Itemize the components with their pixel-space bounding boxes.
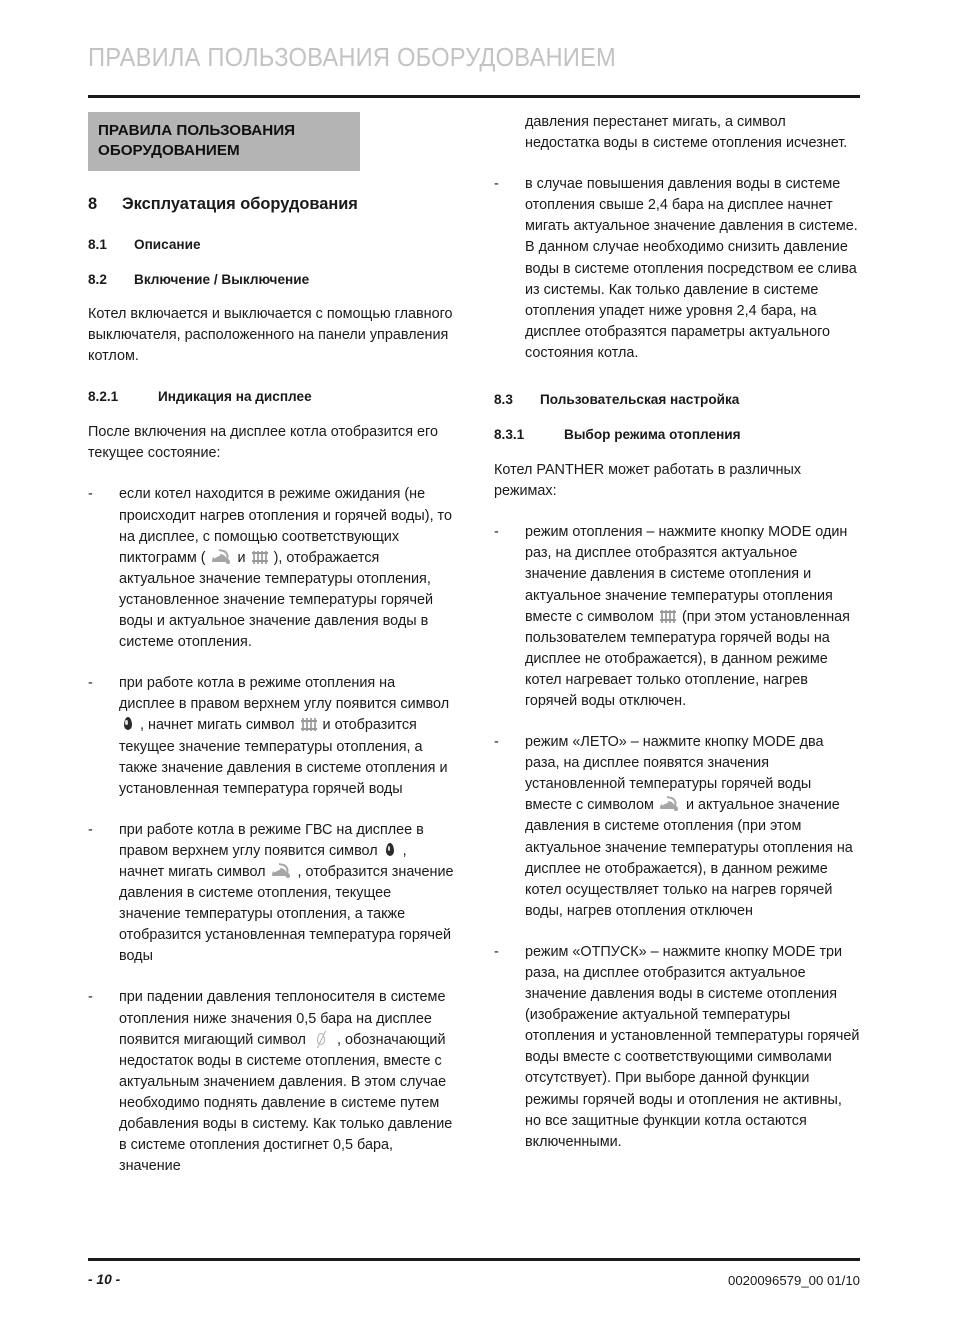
no-water-icon — [314, 1031, 329, 1047]
section-banner — [88, 112, 360, 171]
radiator-icon — [301, 716, 317, 732]
bullet-dash: - — [88, 989, 93, 1006]
list-item-text-part2: и — [233, 549, 250, 566]
heading-8-3-1-title: Выбор режима отопления — [564, 427, 741, 443]
heading-8-2-1 — [88, 387, 454, 406]
list-item — [494, 522, 860, 712]
heading-8-2-number: 8.2 — [88, 272, 107, 287]
heading-8-2-title: Включение / Выключение — [134, 272, 310, 287]
left-column — [88, 112, 454, 1197]
bullet-dash: - — [494, 524, 499, 541]
list-item-text-part1: при работе котла в режиме отопления на дисплее в правом верхнем углу появится символ — [119, 675, 450, 713]
list-item-text-part2: (при этом установленная пользователем температура горячей воды на дисплее не отображается), в данном режиме котел нагревает только отопление, нагрев горячей воды отключен. — [525, 608, 850, 709]
faucet-icon — [272, 864, 291, 879]
radiator-icon — [252, 549, 268, 565]
list-item-text-part1: режим отопления – нажмите кнопку MODE один раз, на дисплее отобразятся актуальное значение давления в системе отопления и актуальное значение температуры отопления вместе с символом — [525, 524, 848, 625]
section-banner-line2: ОБОРУДОВАНИЕМ — [98, 142, 240, 159]
list-item-text — [119, 673, 454, 800]
paragraph-8-2-body: Котел включается и выключается с помощью главного выключателя, расположенного на панели управления котлом. — [88, 306, 453, 365]
heading-8 — [88, 194, 454, 215]
list-item — [88, 484, 454, 653]
heading-8-number: 8 — [88, 195, 98, 213]
flame-icon — [385, 842, 396, 858]
list-item-text-part1: при падении давления теплоносителя в системе отопления ниже значения 0,5 бара на дисплее появится мигающий символ — [119, 989, 446, 1048]
flame-icon — [122, 716, 133, 732]
heading-8-2-1-title: Индикация на дисплее — [158, 389, 312, 405]
list-item-text-part2: , начнет мигать символ — [136, 717, 299, 734]
running-head: ПРАВИЛА ПОЛЬЗОВАНИЯ ОБОРУДОВАНИЕМ — [88, 44, 616, 72]
list-item-text-part1: если котел находится в режиме ожидания (не происходит нагрев отопления и горячей воды), то на дисплее, с помощью соответствующих пиктограмм ( — [119, 486, 452, 566]
heading-8-3 — [494, 390, 860, 409]
heading-8-2-1-number: 8.2.1 — [88, 389, 119, 405]
list-item-text-part1: режим «ЛЕТО» – нажмите кнопку MODE два раза, на дисплее появятся значения установленной температуры горячей воды вместе с символом — [525, 734, 824, 814]
list-item-text: режим «ОТПУСК» – нажмите кнопку MODE три раза, на дисплее отобразится актуальное значение давления воды в системе отопления (изображение актуальной температуры отопления и установленной температуры горячей воды вместе с соответствующими символами отсутствует). При выборе данной функции режимы горячей воды и отопления не активны, но все защитные функции котла остаются включенными. — [525, 943, 860, 1150]
heading-8-1-title: Описание — [134, 237, 201, 252]
bullet-dash: - — [88, 675, 93, 692]
list-item — [88, 820, 454, 968]
list-item — [494, 732, 860, 922]
header-rule — [88, 95, 860, 98]
list-item-text: в случае повышения давления воды в системе отопления свыше 2,4 бара на дисплее начнет мигать актуальное значение давления в системе. В данном случае необходимо снизить давление воды в системе отопления посредством ее слива из системы. Как только давление в системе отопления упадет ниже уровня 2,4 бара, на дисплее отобразятся параметры актуального состояния котла. — [525, 176, 858, 361]
bullet-dash: - — [494, 943, 499, 960]
list-item-text-part3: ), отображается актуальное значение температуры отопления, установленное значение температуры горячей воды и актуальное значение давления воды в системе отопления. — [119, 549, 433, 651]
list-item-text-part1: при работе котла в режиме ГВС на дисплее в правом верхнем углу появится символ — [119, 821, 424, 859]
list-item-text — [525, 732, 860, 922]
page-number: - 10 - — [88, 1272, 121, 1287]
list-item-text — [525, 522, 860, 712]
bullet-dash: - — [494, 734, 499, 751]
document-code: 0020096579_00 01/10 — [727, 1273, 860, 1288]
list-item-text — [119, 987, 454, 1177]
bullet-dash: - — [88, 821, 93, 838]
list-item-text-part2: , начнет мигать символ — [119, 842, 407, 880]
bullet-dash: - — [88, 486, 93, 503]
paragraph-8-3-1-body: Котел PANTHER может работать в различных режимах: — [494, 462, 802, 500]
footer-rule — [88, 1258, 860, 1261]
faucet-icon — [660, 797, 679, 812]
list-item-continued — [494, 112, 860, 154]
list-item-text-part3: , отобразится значение давления в системе отопления, текущее значение температуры отопления, а также отобразится установленная температура горячей воды — [119, 863, 454, 965]
heading-8-1-number: 8.1 — [88, 237, 107, 252]
list-item-text-part2: , обозначающий недостаток воды в системе отопления, вместе с актуальным значением давления. В этом случае необходимо поднять давление в системе путем добавления воды в систему. Как только давление в системе отопления достигнет 0,5 бара, значение — [119, 1031, 453, 1175]
list-item-text-part3: и отобразится текущее значение температуры отопления, а также значение давления в системе отопления и установленная температура горячей воды — [119, 717, 448, 797]
list-item-text-part2: и актуальное значение давления в системе отопления (при этом актуальное значение температуры отопления на дисплее не отображается), в данном режиме котел осуществляет только на нагрев горячей воды, нагрев отопления отключен — [525, 797, 853, 919]
list-item-text — [119, 484, 454, 653]
list-item — [88, 673, 454, 800]
list-item-continued-text: давления перестанет мигать, а символ недостатка воды в системе отопления исчезнет. — [525, 114, 848, 152]
bullet-spacer — [494, 112, 525, 154]
list-item — [88, 987, 454, 1177]
paragraph-8-2-1-body: После включения на дисплее котла отобразится его текущее состояние: — [88, 424, 438, 462]
right-column — [494, 112, 860, 1173]
section-banner-line1: ПРАВИЛА ПОЛЬЗОВАНИЯ — [98, 122, 296, 139]
bullet-dash: - — [494, 176, 499, 193]
radiator-icon — [660, 608, 676, 624]
heading-8-2 — [88, 270, 454, 289]
heading-8-3-title: Пользовательская настройка — [540, 392, 740, 408]
heading-8-3-1-number: 8.3.1 — [494, 427, 525, 443]
heading-8-1 — [88, 235, 454, 254]
list-item — [494, 174, 860, 364]
heading-8-3-number: 8.3 — [494, 392, 513, 408]
heading-8-3-1 — [494, 425, 860, 444]
list-item-text — [119, 820, 454, 968]
heading-8-title: Эксплуатация оборудования — [122, 195, 358, 213]
list-item — [494, 942, 860, 1153]
faucet-icon — [212, 550, 231, 565]
